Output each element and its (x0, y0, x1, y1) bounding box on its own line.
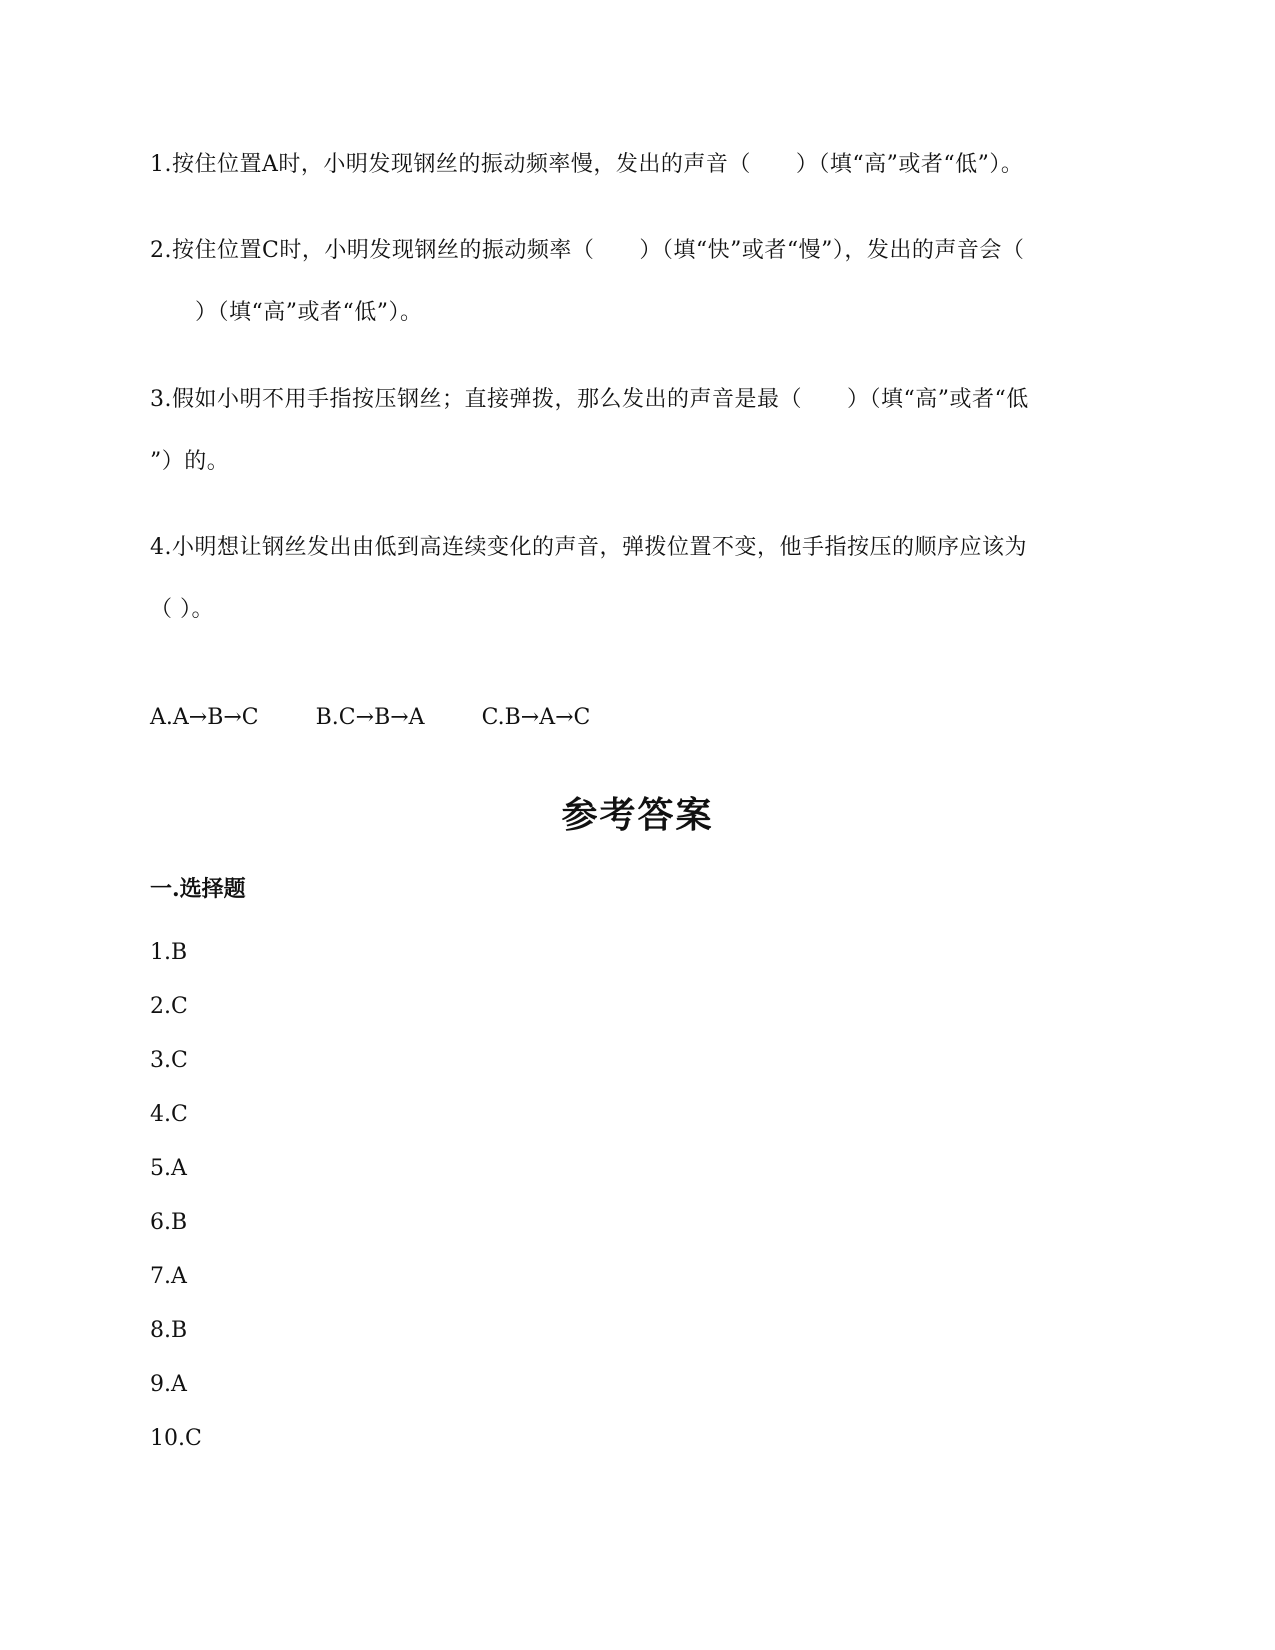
answer-item: 4.C (150, 1102, 188, 1127)
answer-item: 5.A (150, 1156, 187, 1181)
option-a: A.A→B→C (150, 705, 259, 730)
answer-key-title: 参考答案 (561, 794, 714, 836)
question-4-line-2: （ ）。 (150, 597, 214, 622)
option-b: B.C→B→A (315, 705, 425, 730)
answer-item: 10.C (150, 1426, 202, 1451)
question-2-line-2: ）（填“高”或者“低”）。 (150, 300, 423, 325)
question-3-line-2: ”）的。 (150, 449, 230, 474)
question-1-line-1: 1.按住位置A时，小明发现钢丝的振动频率慢，发出的声音（ ）（填“高”或者“低”）。 (150, 152, 1024, 177)
answer-item: 9.A (150, 1372, 187, 1397)
answer-item: 2.C (150, 994, 188, 1019)
question-2-line-1: 2.按住位置C时，小明发现钢丝的振动频率（ ）（填“快”或者“慢”），发出的声音会（ (150, 238, 1025, 263)
answer-item: 6.B (150, 1210, 188, 1235)
answer-list (150, 938, 202, 1478)
option-c: C.B→A→C (481, 705, 591, 730)
question-4-options (150, 703, 640, 733)
answer-item: 7.A (150, 1264, 187, 1289)
question-3-line-1: 3.假如小明不用手指按压钢丝；直接弹拨，那么发出的声音是最（ ）（填“高”或者“低 (150, 387, 1029, 412)
question-4-line-1: 4.小明想让钢丝发出由低到高连续变化的声音，弹拨位置不变，他手指按压的顺序应该为 (150, 535, 1027, 560)
answer-item: 1.B (150, 940, 188, 965)
answer-item: 3.C (150, 1048, 188, 1073)
answer-item: 8.B (150, 1318, 188, 1343)
section-heading: 一.选择题 (150, 876, 246, 902)
